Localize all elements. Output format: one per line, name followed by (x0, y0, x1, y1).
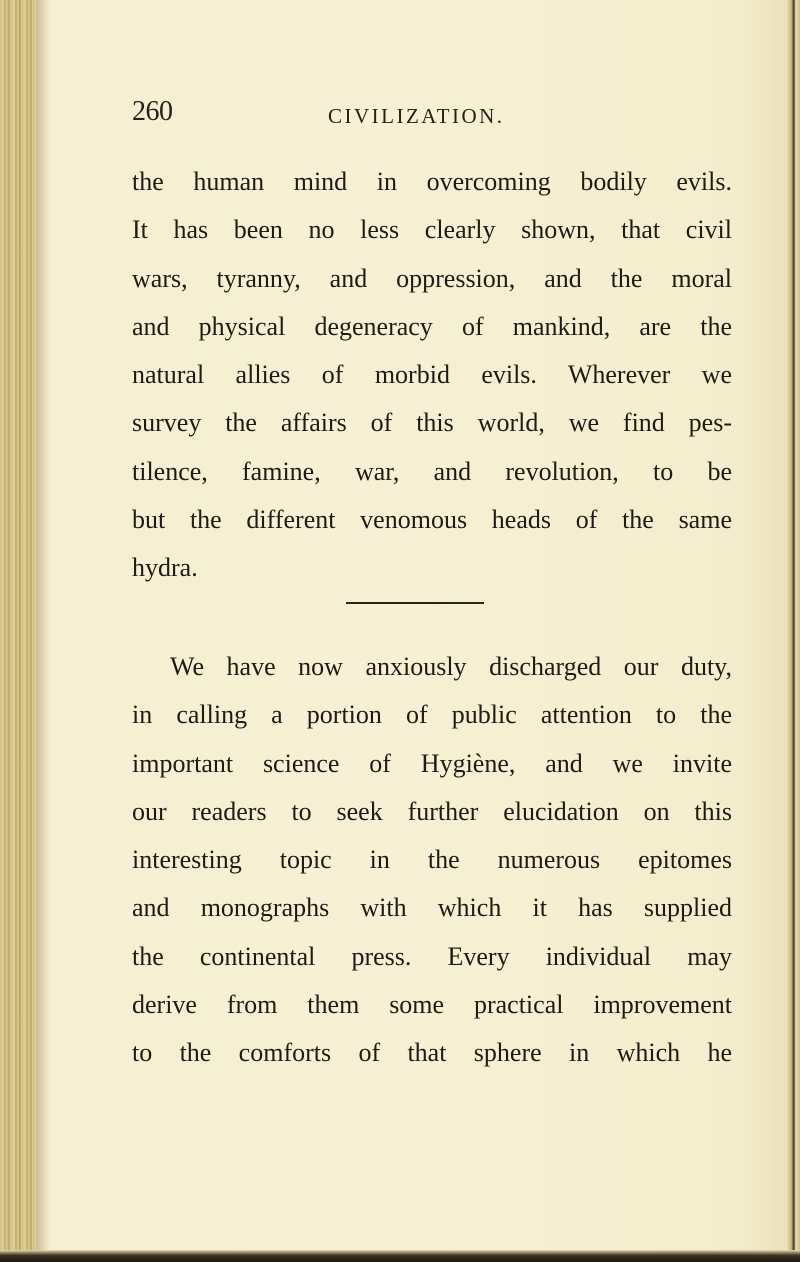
text-line: wars, tyranny, and oppression, and the moral (132, 263, 732, 293)
page-binding-edge (0, 0, 36, 1262)
text-line: It has been no less clearly shown, that civil (132, 215, 732, 245)
text-line: to the comforts of that sphere in which he (132, 1038, 732, 1068)
text-line: tilence, famine, war, and revolution, to be (132, 456, 732, 486)
text-line: natural allies of morbid evils. Wherever we (132, 360, 732, 390)
text-line: in calling a portion of public attention to the (132, 700, 732, 730)
text-line: our readers to seek further elucidation on this (132, 796, 732, 826)
text-line: but the different venomous heads of the same (132, 505, 732, 535)
page-header (132, 92, 732, 132)
text-line: survey the affairs of this world, we find pes- (132, 408, 732, 438)
text-line: the human mind in overcoming bodily evils. (132, 167, 732, 196)
paragraph-2 (132, 643, 732, 1078)
page-bottom-edge (0, 1250, 800, 1262)
paragraph-1 (132, 158, 732, 593)
text-line: the continental press. Every individual may (132, 941, 732, 971)
gutter-shadow (36, 0, 50, 1262)
text-line: interesting topic in the numerous epitomes (132, 845, 732, 875)
text-line: and monographs with which it has supplied (132, 893, 732, 923)
text-line: We have now anxiously discharged our duty, (170, 652, 732, 681)
section-divider (346, 602, 484, 604)
running-head: CIVILIZATION. (328, 104, 505, 128)
text-line: important science of Hygiène, and we invite (132, 748, 732, 778)
text-line: derive from them some practical improvement (132, 990, 732, 1020)
text-line: hydra. (132, 553, 198, 583)
page-right-edge (786, 0, 800, 1262)
text-line: and physical degeneracy of mankind, are the (132, 311, 732, 341)
page-number: 260 (132, 96, 173, 127)
